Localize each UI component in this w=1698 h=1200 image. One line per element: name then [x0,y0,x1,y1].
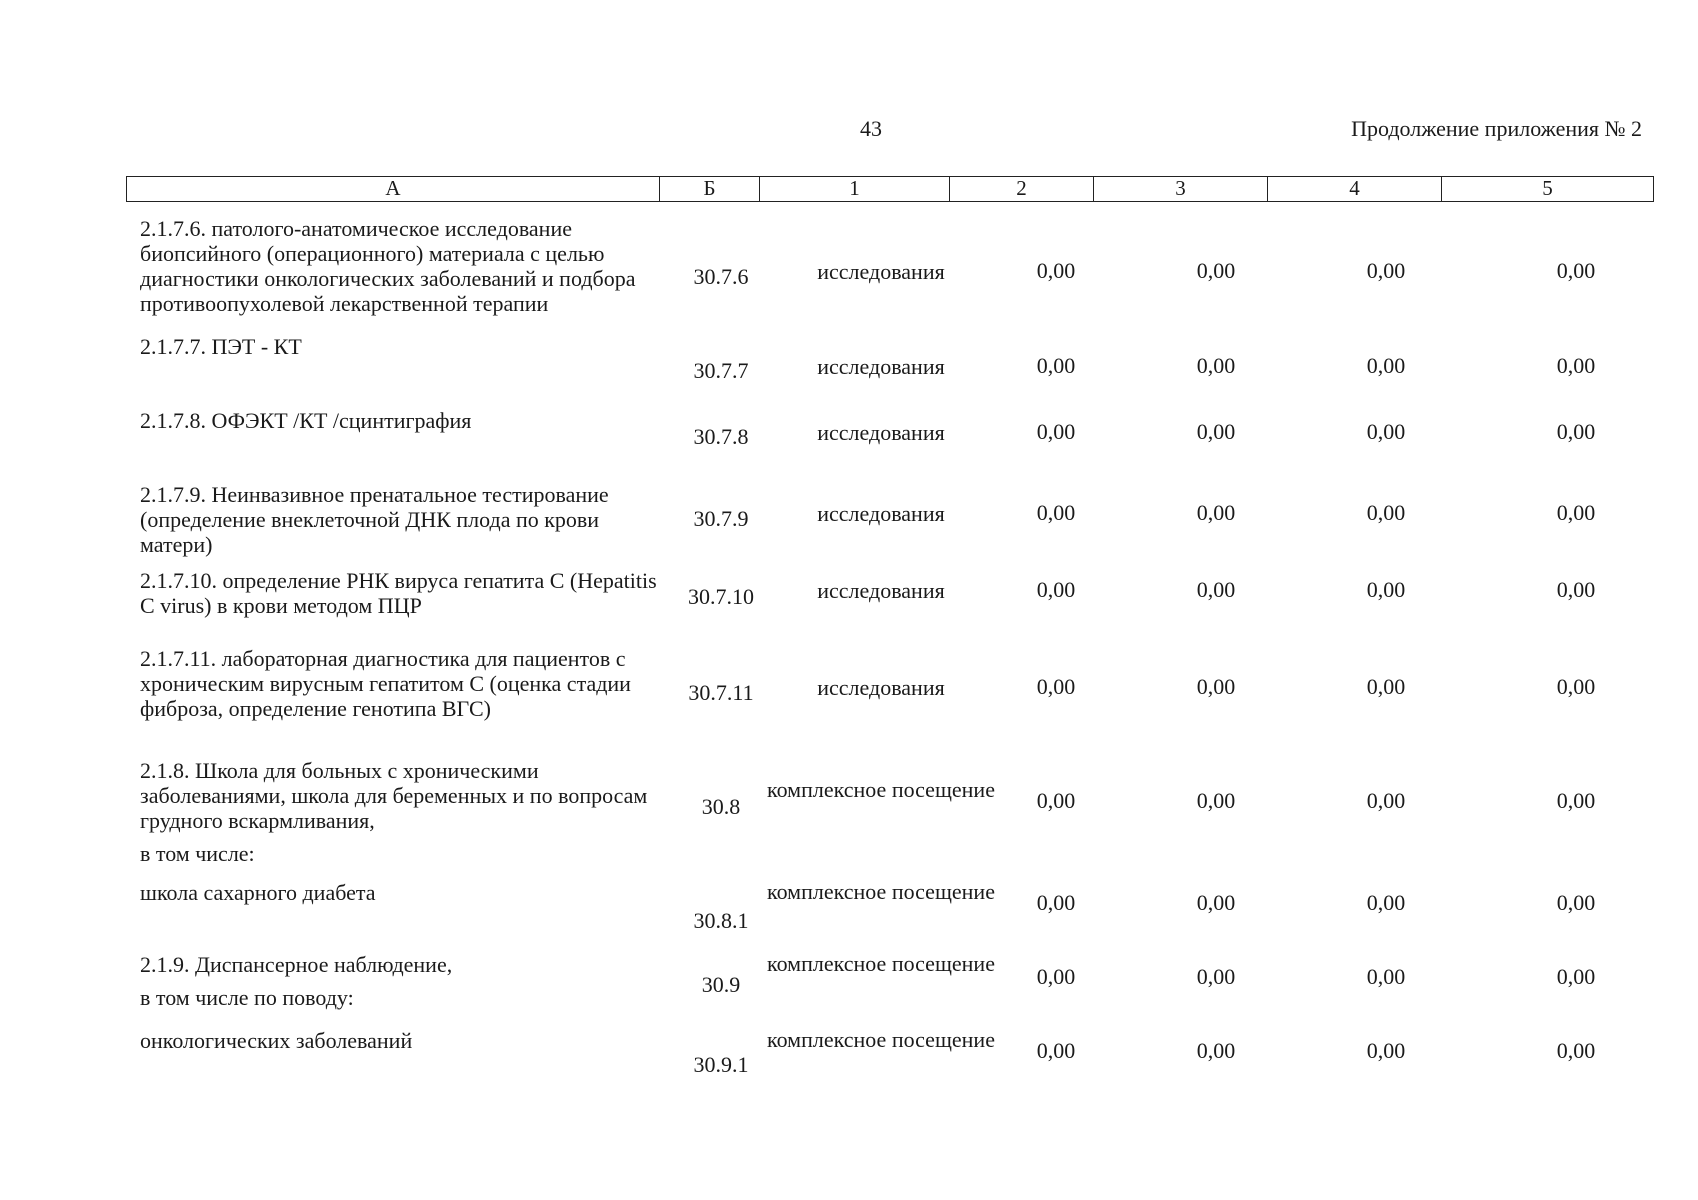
table-body [126,202,1654,1100]
row-name: школа сахарного диабета [140,880,376,905]
row-value-4: 0,00 [1366,353,1406,378]
row-value-2: 0,00 [1036,964,1076,989]
row-value-3: 0,00 [1196,353,1236,378]
row-value-5: 0,00 [1556,419,1596,444]
table-row [126,334,1654,408]
row-value-5: 0,00 [1556,258,1596,283]
table-row [126,1028,1654,1100]
row-unit: исследования [817,354,945,379]
table-row [126,758,1654,880]
row-name: 2.1.7.7. ПЭТ - КТ [140,334,302,359]
row-code: 30.9 [701,972,741,997]
column-header-b: Б [660,177,760,201]
row-value-4: 0,00 [1366,890,1406,915]
column-header-4: 4 [1268,177,1442,201]
row-subtitle: в том числе по поводу: [140,985,354,1010]
column-header-5: 5 [1542,176,1553,200]
row-value-5: 0,00 [1556,674,1596,699]
row-value-2: 0,00 [1036,890,1076,915]
row-value-3: 0,00 [1196,890,1236,915]
row-value-2: 0,00 [1036,258,1076,283]
row-value-2: 0,00 [1036,1038,1076,1063]
row-unit: исследования [817,420,945,445]
row-name: 2.1.7.9. Неинвазивное пренатальное тестирование (определение внеклеточной ДНК плода по крови матери) [140,482,609,557]
row-code: 30.7.11 [688,680,754,705]
row-unit: комплексное посещение [767,777,995,802]
row-value-3: 0,00 [1196,964,1236,989]
row-value-3: 0,00 [1196,500,1236,525]
row-code: 30.7.6 [693,264,749,289]
row-unit: исследования [817,675,945,700]
row-value-4: 0,00 [1366,1038,1406,1063]
row-value-3: 0,00 [1196,258,1236,283]
row-value-4: 0,00 [1366,577,1406,602]
row-value-5: 0,00 [1556,500,1596,525]
row-value-3: 0,00 [1196,419,1236,444]
row-name: 2.1.8. Школа для больных с хроническими заболеваниями, школа для беременных и по вопросам грудного вскармливания, [140,758,648,833]
row-unit: исследования [817,259,945,284]
row-name: 2.1.7.8. ОФЭКТ /КТ /сцинтиграфия [140,408,472,433]
row-value-5: 0,00 [1556,788,1596,813]
table-row [126,646,1654,758]
row-value-4: 0,00 [1366,258,1406,283]
table-header [126,176,1654,202]
row-value-3: 0,00 [1196,788,1236,813]
table-row [126,568,1654,646]
row-value-3: 0,00 [1196,577,1236,602]
row-value-4: 0,00 [1366,500,1406,525]
row-value-3: 0,00 [1196,1038,1236,1063]
row-value-4: 0,00 [1366,674,1406,699]
row-code: 30.7.7 [693,358,749,383]
appendix-note: Продолжение приложения № 2 [1351,116,1642,141]
row-value-2: 0,00 [1036,419,1076,444]
row-name: 2.1.7.11. лабораторная диагностика для пациентов с хроническим вирусным гепатитом С (оценка стадии фиброза, определение генотипа ВГС) [140,646,631,721]
page-number: 43 [860,116,882,141]
table-row [126,482,1654,568]
row-unit: комплексное посещение [767,951,995,976]
row-value-5: 0,00 [1556,964,1596,989]
table-row [126,202,1654,334]
row-name: 2.1.7.6. патолого-анатомическое исследование биопсийного (операционного) материала с целью диагностики онкологических заболеваний и подбора противоопухолевой лекарственной терапии [140,216,636,316]
row-unit: комплексное посещение [767,879,995,904]
table-row [126,880,1654,952]
row-unit: комплексное посещение [767,1027,995,1052]
row-value-4: 0,00 [1366,788,1406,813]
row-name-block [140,758,660,866]
column-header-a: А [127,177,660,201]
row-value-5: 0,00 [1556,577,1596,602]
row-code: 30.8.1 [693,908,749,933]
table-row [126,952,1654,1028]
row-name: 2.1.7.10. определение РНК вируса гепатита С (Hepatitis C virus) в крови методом ПЦР [140,568,657,618]
row-value-5: 0,00 [1556,353,1596,378]
row-value-2: 0,00 [1036,353,1076,378]
row-value-5: 0,00 [1556,890,1596,915]
row-subtitle: в том числе: [140,841,255,866]
row-value-2: 0,00 [1036,788,1076,813]
row-unit: исследования [817,501,945,526]
column-header-3: 3 [1094,177,1268,201]
row-unit: исследования [817,578,945,603]
column-header-1: 1 [760,177,950,201]
row-code: 30.7.8 [693,424,749,449]
row-code: 30.9.1 [693,1052,749,1077]
row-value-3: 0,00 [1196,674,1236,699]
row-code: 30.8 [701,794,741,819]
row-code: 30.7.10 [688,584,754,609]
row-name-block [140,952,660,1010]
row-value-2: 0,00 [1036,500,1076,525]
row-name: 2.1.9. Диспансерное наблюдение, [140,952,453,977]
row-value-5: 0,00 [1556,1038,1596,1063]
row-code: 30.7.9 [693,506,749,531]
column-header-2: 2 [950,177,1094,201]
row-value-2: 0,00 [1036,674,1076,699]
row-value-2: 0,00 [1036,577,1076,602]
row-value-4: 0,00 [1366,964,1406,989]
row-value-4: 0,00 [1366,419,1406,444]
row-name: онкологических заболеваний [140,1028,413,1053]
table-row [126,408,1654,482]
